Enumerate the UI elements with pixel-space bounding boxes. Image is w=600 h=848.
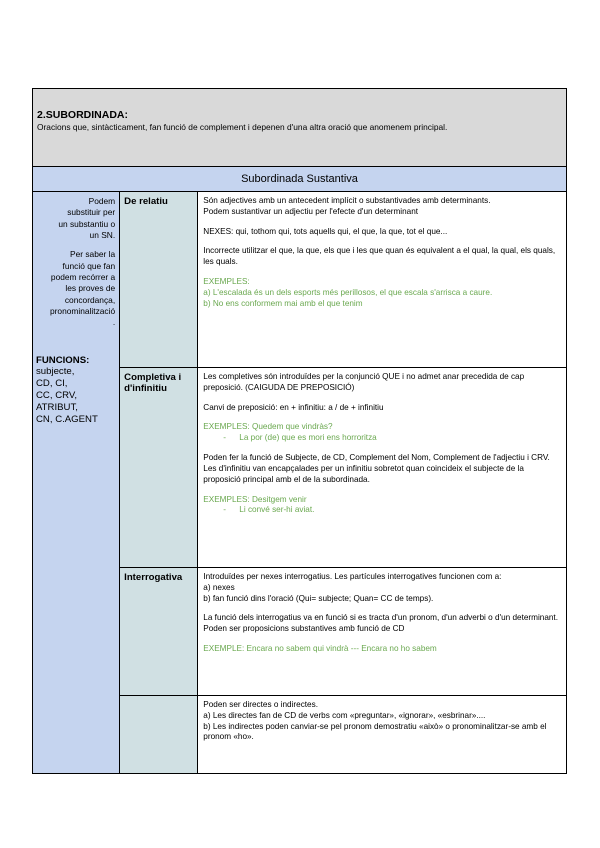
function-item: CC, CRV, <box>36 389 78 401</box>
left-column <box>33 192 120 774</box>
type-empty <box>120 696 198 774</box>
left-para-1 <box>36 196 115 241</box>
text-line: a) nexes <box>203 582 235 592</box>
text-line: Són adjectives amb un antecedent implícit o substantivades amb determinants. <box>203 196 491 205</box>
content-completiva <box>198 368 567 568</box>
example-line: EXEMPLES: Quedem que vindràs? <box>203 422 333 432</box>
text-line: NEXES: qui, tothom qui, tots aquells qui, el que, la que, tot el que... <box>203 226 448 236</box>
type-completiva: Completiva i d'infinitiu <box>120 368 198 568</box>
left-line: un SN. <box>89 230 116 241</box>
example-line: a) L'escalada és un dels esports més perillosos, el que escala s'arrisca a caure. <box>203 287 493 297</box>
function-item: ATRIBUT, <box>36 401 78 413</box>
dash-mark: - <box>223 433 227 443</box>
text-line: Les d'infinitiu van encapçalades per un infinitiu sobretot quan coincideix el subjecte de la proposició principal amb el de la subordinada. <box>203 463 524 484</box>
section-title: Subordinada Sustantiva <box>33 167 567 192</box>
text-line: b) Les indirectes poden canviar-se pel pronom demostratiu «això» o pronominalitzar-se amb el pronom «ho». <box>203 721 547 742</box>
function-item: CD, CI, <box>36 377 68 389</box>
content-interrogativa <box>198 568 567 696</box>
example-line: EXEMPLES: Desitgem venir <box>203 494 307 504</box>
left-line: funció que fan <box>62 260 116 271</box>
content-de-relatiu <box>198 192 567 368</box>
left-line: pronominalització <box>49 306 116 317</box>
dash-mark: - <box>223 505 227 515</box>
example-line: b) No ens conformem mai amb el que tenim <box>203 298 363 308</box>
left-line: un substantiu o <box>58 218 116 229</box>
left-line: les proves de <box>65 283 116 294</box>
function-item: subjecte, <box>36 365 75 377</box>
text-line: Incorrecte utilitzar el que, la que, els que i les que quan és equivalent a el qual, la qual, els quals, les quals. <box>203 246 556 267</box>
example-indented <box>203 505 561 516</box>
left-line: concordança, <box>64 294 116 305</box>
left-line: Podem <box>88 196 116 206</box>
page-title: 2.SUBORDINADA: <box>37 109 129 121</box>
text-line: Podem sustantivar un adjectiu per l'efecte d'un determinant <box>203 206 419 216</box>
left-line: Per saber la <box>70 249 116 260</box>
example-indented <box>203 433 561 444</box>
page-subtitle: Oracions que, sintàcticament, fan funció de complement i depenen d'una altra oració que anomenem principal. <box>37 122 448 132</box>
text-line: Les completives són introduïdes per la conjunció QUE i no admet anar precedida de cap preposició. (CAIGUDA DE PREPOSICIÓ) <box>203 372 525 392</box>
text-line: b) fan funció dins l'oració (Qui= subjecte; Quan= CC de temps). <box>203 593 434 603</box>
text-line: La funció dels interrogatius va en funció si es tracta d'un pronom, d'un adverbi o d'un determinant. <box>203 613 558 623</box>
functions-list <box>36 366 115 426</box>
left-line: . <box>112 317 116 328</box>
text-line: Introduïdes per nexes interrogatius. Les partícules interrogatives funcionen com a: <box>203 572 502 581</box>
left-para-2 <box>36 249 115 328</box>
left-line: podem recórrer a <box>50 272 116 283</box>
left-line: substituir per <box>67 207 116 218</box>
example-title: EXEMPLES: <box>203 277 250 287</box>
example-text: La por (de) que es mori ens horroritza <box>239 433 377 443</box>
function-item: CN, C.AGENT <box>36 413 98 425</box>
content-directes-indirectes <box>198 696 567 774</box>
type-de-relatiu: De relatiu <box>120 192 198 368</box>
title-cell <box>33 89 567 167</box>
text-line: Poden fer la funció de Subjecte, de CD, Complement del Nom, Complement de l'adjectiu i CRV. <box>203 453 550 463</box>
text-line: a) Les directes fan de CD de verbs com «preguntar», «ignorar», «esbrinar».... <box>203 710 486 720</box>
grammar-table <box>32 88 567 774</box>
functions-title: FUNCIONS: <box>36 354 90 366</box>
example-line: EXEMPLE: Encara no sabem qui vindrà --- Encara no ho sabem <box>203 644 437 654</box>
example-text: Li convé ser-hi aviat. <box>239 505 315 515</box>
type-interrogativa: Interrogativa <box>120 568 198 696</box>
text-line: Poden ser directes o indirectes. <box>203 700 318 709</box>
text-line: Canvi de preposició: en + infinitiu: a / de + infinitiu <box>203 402 384 412</box>
text-line: Poden ser proposicions substantives amb funció de CD <box>203 624 405 634</box>
